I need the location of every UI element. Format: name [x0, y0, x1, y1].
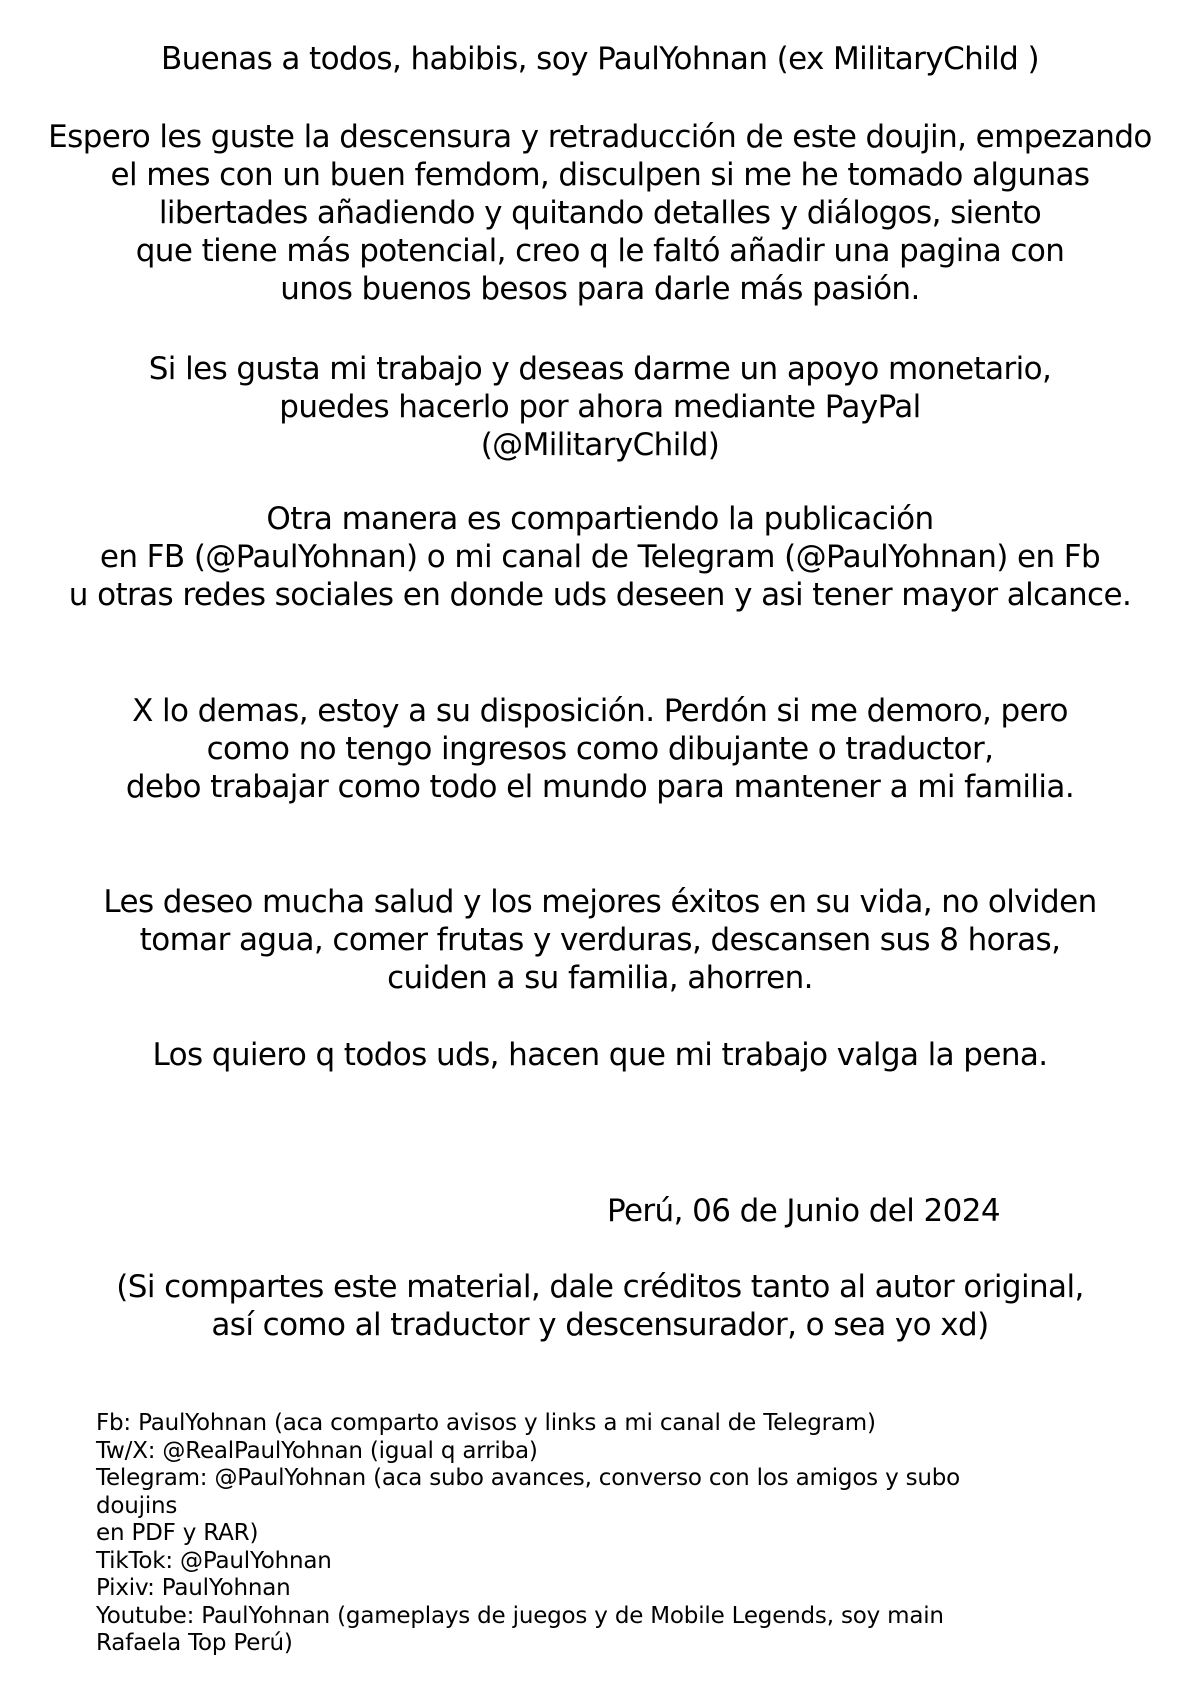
- contact-line-twitter: Tw/X: @RealPaulYohnan (igual q arriba): [96, 1437, 538, 1464]
- contact-line-telegram: Telegram: @PaulYohnan (aca subo avances, converso con los amigos y subo: [96, 1465, 961, 1491]
- about-line-4: que tiene más potencial, creo q le faltó añadir una pagina con: [135, 233, 1065, 269]
- credits-line-1: (Si compartes este material, dale créditos tanto al autor original,: [116, 1269, 1084, 1305]
- share-line-1: Otra manera es compartiendo la publicación: [266, 501, 934, 537]
- about-line-5: unos buenos besos para darle más pasión.: [280, 271, 920, 307]
- contact-line-youtube-cont: Rafaela Top Perú): [96, 1630, 293, 1656]
- thanks-paragraph: [0, 1036, 1200, 1074]
- contact-line-tiktok: TikTok: @PaulYohnan: [96, 1547, 332, 1574]
- support-line-2: puedes hacerlo por ahora mediante PayPal: [279, 389, 921, 425]
- share-line-3: u otras redes sociales en donde uds deseen y asi tener mayor alcance.: [68, 577, 1132, 613]
- credits-note: [0, 1268, 1200, 1344]
- contact-line-youtube: Youtube: PaulYohnan (gameplays de juegos y de Mobile Legends, soy main: [96, 1602, 944, 1629]
- availability-line-2: como no tengo ingresos como dibujante o traductor,: [206, 731, 994, 767]
- availability-line-3: debo trabajar como todo el mundo para mantener a mi familia.: [125, 769, 1075, 805]
- intro-paragraph: [0, 40, 1200, 78]
- intro-line: Buenas a todos, habibis, soy PaulYohnan (ex MilitaryChild ): [160, 41, 1040, 77]
- contact-line-telegram-cont-2: en PDF y RAR): [96, 1520, 259, 1546]
- thanks-line: Los quiero q todos uds, hacen que mi trabajo valga la pena.: [152, 1037, 1048, 1073]
- availability-line-1: X lo demas, estoy a su disposición. Perdón si me demoro, pero: [132, 693, 1068, 729]
- date-line: Perú, 06 de Junio del 2024: [606, 1193, 1000, 1229]
- about-paragraph: [0, 118, 1200, 308]
- about-line-2: el mes con un buen femdom, disculpen si me he tomado algunas: [110, 157, 1090, 193]
- availability-paragraph: [0, 692, 1200, 806]
- contact-line-telegram-cont-1: doujins: [96, 1492, 178, 1519]
- wishes-paragraph: [0, 883, 1200, 997]
- about-line-1: Espero les guste la descensura y retraducción de este doujin, empezando: [48, 119, 1152, 155]
- contact-line-fb: Fb: PaulYohnan (aca comparto avisos y links a mi canal de Telegram): [96, 1410, 876, 1436]
- wishes-line-3: cuiden a su familia, ahorren.: [387, 960, 813, 996]
- contact-line-pixiv: Pixiv: PaulYohnan: [96, 1575, 291, 1601]
- support-line-1: Si les gusta mi trabajo y deseas darme un apoyo monetario,: [148, 351, 1052, 387]
- credits-line-2: así como al traductor y descensurador, o sea yo xd): [211, 1307, 989, 1343]
- share-line-2: en FB (@PaulYohnan) o mi canal de Telegram (@PaulYohnan) en Fb: [99, 539, 1101, 575]
- wishes-line-2: tomar agua, comer frutas y verduras, descansen sus 8 horas,: [139, 922, 1061, 958]
- contacts-list: [96, 1410, 1096, 1658]
- about-line-3: libertades añadiendo y quitando detalles y diálogos, siento: [158, 195, 1042, 231]
- support-line-3: (@MilitaryChild): [480, 427, 720, 463]
- wishes-line-1: Les deseo mucha salud y los mejores éxitos en su vida, no olviden: [103, 884, 1097, 920]
- support-paragraph: [0, 350, 1200, 464]
- share-paragraph: [0, 500, 1200, 614]
